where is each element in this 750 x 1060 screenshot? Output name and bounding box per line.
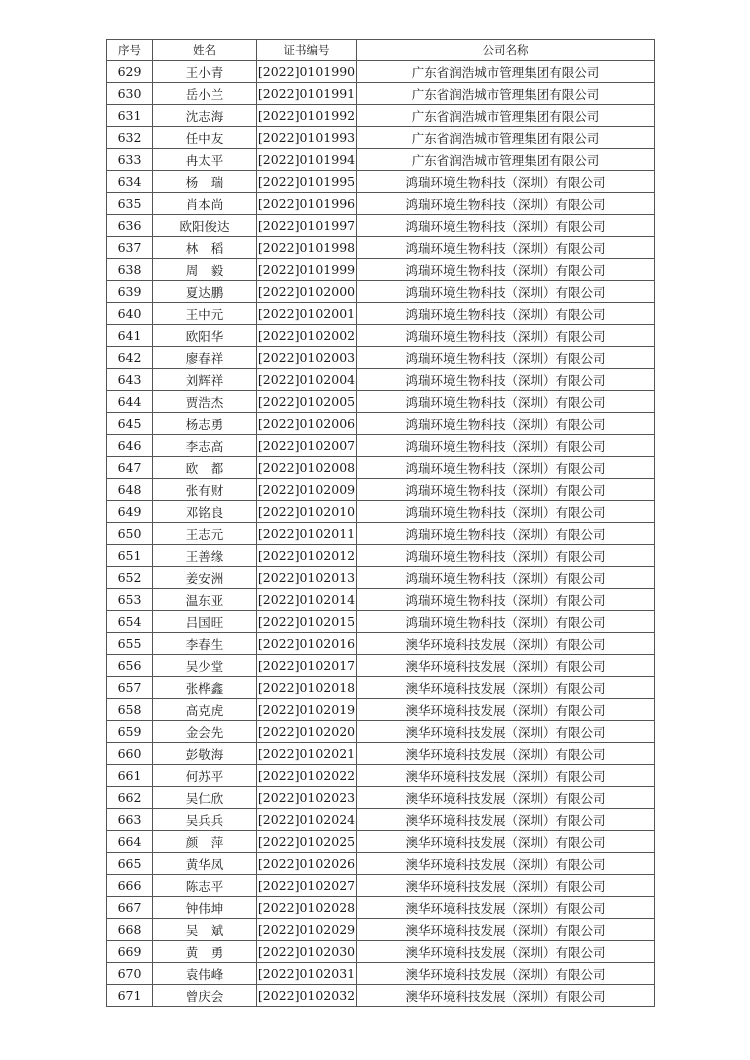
cell-cert: [2022]0102023 bbox=[257, 787, 357, 809]
cell-cert: [2022]0101993 bbox=[257, 127, 357, 149]
table-body bbox=[107, 61, 655, 1007]
cell-name: 欧 都 bbox=[153, 457, 257, 479]
table-row bbox=[107, 61, 655, 83]
cell-no: 643 bbox=[107, 369, 153, 391]
cell-company: 澳华环境科技发展（深圳）有限公司 bbox=[357, 655, 655, 677]
cell-company: 澳华环境科技发展（深圳）有限公司 bbox=[357, 787, 655, 809]
cell-no: 644 bbox=[107, 391, 153, 413]
cell-no: 658 bbox=[107, 699, 153, 721]
cell-no: 669 bbox=[107, 941, 153, 963]
table-row bbox=[107, 83, 655, 105]
table-row bbox=[107, 281, 655, 303]
cell-company: 澳华环境科技发展（深圳）有限公司 bbox=[357, 875, 655, 897]
cell-cert: [2022]0102012 bbox=[257, 545, 357, 567]
cell-company: 广东省润浩城市管理集团有限公司 bbox=[357, 127, 655, 149]
cell-name: 李志高 bbox=[153, 435, 257, 457]
cell-name: 王善缘 bbox=[153, 545, 257, 567]
table-row bbox=[107, 765, 655, 787]
cell-company: 澳华环境科技发展（深圳）有限公司 bbox=[357, 699, 655, 721]
cell-cert: [2022]0102013 bbox=[257, 567, 357, 589]
certificate-roster-table bbox=[106, 39, 655, 1007]
table-row bbox=[107, 743, 655, 765]
column-header-name: 姓名 bbox=[153, 40, 257, 61]
cell-cert: [2022]0102030 bbox=[257, 941, 357, 963]
table-row bbox=[107, 831, 655, 853]
cell-company: 鸿瑞环境生物科技（深圳）有限公司 bbox=[357, 391, 655, 413]
table-row bbox=[107, 171, 655, 193]
cell-company: 鸿瑞环境生物科技（深圳）有限公司 bbox=[357, 281, 655, 303]
cell-name: 沈志海 bbox=[153, 105, 257, 127]
cell-name: 夏达鹏 bbox=[153, 281, 257, 303]
cell-cert: [2022]0102026 bbox=[257, 853, 357, 875]
cell-company: 鸿瑞环境生物科技（深圳）有限公司 bbox=[357, 237, 655, 259]
cell-company: 鸿瑞环境生物科技（深圳）有限公司 bbox=[357, 369, 655, 391]
cell-name: 颜 萍 bbox=[153, 831, 257, 853]
table-row bbox=[107, 325, 655, 347]
cell-company: 澳华环境科技发展（深圳）有限公司 bbox=[357, 831, 655, 853]
cell-cert: [2022]0102007 bbox=[257, 435, 357, 457]
cell-no: 670 bbox=[107, 963, 153, 985]
cell-no: 634 bbox=[107, 171, 153, 193]
cell-cert: [2022]0102002 bbox=[257, 325, 357, 347]
cell-no: 661 bbox=[107, 765, 153, 787]
cell-no: 667 bbox=[107, 897, 153, 919]
cell-cert: [2022]0102024 bbox=[257, 809, 357, 831]
cell-no: 653 bbox=[107, 589, 153, 611]
cell-company: 鸿瑞环境生物科技（深圳）有限公司 bbox=[357, 435, 655, 457]
cell-name: 杨 瑞 bbox=[153, 171, 257, 193]
cell-company: 鸿瑞环境生物科技（深圳）有限公司 bbox=[357, 479, 655, 501]
cell-cert: [2022]0101998 bbox=[257, 237, 357, 259]
cell-cert: [2022]0101995 bbox=[257, 171, 357, 193]
cell-no: 629 bbox=[107, 61, 153, 83]
cell-no: 640 bbox=[107, 303, 153, 325]
cell-company: 鸿瑞环境生物科技（深圳）有限公司 bbox=[357, 347, 655, 369]
cell-name: 刘辉祥 bbox=[153, 369, 257, 391]
table-row bbox=[107, 391, 655, 413]
cell-cert: [2022]0101999 bbox=[257, 259, 357, 281]
table-row bbox=[107, 963, 655, 985]
cell-company: 澳华环境科技发展（深圳）有限公司 bbox=[357, 633, 655, 655]
cell-company: 鸿瑞环境生物科技（深圳）有限公司 bbox=[357, 567, 655, 589]
cell-cert: [2022]0102027 bbox=[257, 875, 357, 897]
table-row bbox=[107, 633, 655, 655]
cell-cert: [2022]0102016 bbox=[257, 633, 357, 655]
table-row bbox=[107, 435, 655, 457]
cell-cert: [2022]0101994 bbox=[257, 149, 357, 171]
cell-name: 廖春祥 bbox=[153, 347, 257, 369]
cell-cert: [2022]0102029 bbox=[257, 919, 357, 941]
cell-cert: [2022]0102017 bbox=[257, 655, 357, 677]
cell-company: 鸿瑞环境生物科技（深圳）有限公司 bbox=[357, 215, 655, 237]
table-row bbox=[107, 655, 655, 677]
cell-company: 澳华环境科技发展（深圳）有限公司 bbox=[357, 853, 655, 875]
cell-name: 高克虎 bbox=[153, 699, 257, 721]
cell-no: 635 bbox=[107, 193, 153, 215]
cell-no: 648 bbox=[107, 479, 153, 501]
cell-cert: [2022]0102021 bbox=[257, 743, 357, 765]
cell-cert: [2022]0101997 bbox=[257, 215, 357, 237]
cell-cert: [2022]0101991 bbox=[257, 83, 357, 105]
cell-name: 姜安洲 bbox=[153, 567, 257, 589]
cell-company: 澳华环境科技发展（深圳）有限公司 bbox=[357, 743, 655, 765]
cell-no: 639 bbox=[107, 281, 153, 303]
cell-no: 655 bbox=[107, 633, 153, 655]
cell-company: 鸿瑞环境生物科技（深圳）有限公司 bbox=[357, 303, 655, 325]
cell-cert: [2022]0102020 bbox=[257, 721, 357, 743]
table-row bbox=[107, 985, 655, 1007]
cell-no: 642 bbox=[107, 347, 153, 369]
cell-company: 广东省润浩城市管理集团有限公司 bbox=[357, 83, 655, 105]
cell-name: 林 稻 bbox=[153, 237, 257, 259]
cell-no: 630 bbox=[107, 83, 153, 105]
cell-name: 吴少堂 bbox=[153, 655, 257, 677]
table-header bbox=[107, 40, 655, 61]
cell-no: 647 bbox=[107, 457, 153, 479]
cell-cert: [2022]0102000 bbox=[257, 281, 357, 303]
cell-no: 665 bbox=[107, 853, 153, 875]
table-row bbox=[107, 127, 655, 149]
table-row bbox=[107, 787, 655, 809]
table-row bbox=[107, 105, 655, 127]
cell-name: 任中友 bbox=[153, 127, 257, 149]
column-header-cert: 证书编号 bbox=[257, 40, 357, 61]
cell-company: 澳华环境科技发展（深圳）有限公司 bbox=[357, 985, 655, 1007]
cell-no: 638 bbox=[107, 259, 153, 281]
table-row bbox=[107, 259, 655, 281]
table-row bbox=[107, 303, 655, 325]
table-row bbox=[107, 479, 655, 501]
cell-cert: [2022]0102004 bbox=[257, 369, 357, 391]
table-row bbox=[107, 193, 655, 215]
table-row bbox=[107, 721, 655, 743]
cell-name: 肖本尚 bbox=[153, 193, 257, 215]
cell-no: 649 bbox=[107, 501, 153, 523]
cell-name: 周 毅 bbox=[153, 259, 257, 281]
cell-company: 鸿瑞环境生物科技（深圳）有限公司 bbox=[357, 523, 655, 545]
cell-company: 鸿瑞环境生物科技（深圳）有限公司 bbox=[357, 457, 655, 479]
cell-name: 张桦鑫 bbox=[153, 677, 257, 699]
table-row bbox=[107, 237, 655, 259]
cell-name: 钟伟坤 bbox=[153, 897, 257, 919]
cell-name: 欧阳华 bbox=[153, 325, 257, 347]
cell-cert: [2022]0102025 bbox=[257, 831, 357, 853]
table-row bbox=[107, 215, 655, 237]
table-row bbox=[107, 589, 655, 611]
cell-name: 贾浩杰 bbox=[153, 391, 257, 413]
cell-company: 广东省润浩城市管理集团有限公司 bbox=[357, 105, 655, 127]
cell-company: 广东省润浩城市管理集团有限公司 bbox=[357, 149, 655, 171]
cell-name: 彭敬海 bbox=[153, 743, 257, 765]
cell-no: 650 bbox=[107, 523, 153, 545]
cell-cert: [2022]0101996 bbox=[257, 193, 357, 215]
cell-cert: [2022]0102008 bbox=[257, 457, 357, 479]
cell-cert: [2022]0101990 bbox=[257, 61, 357, 83]
cell-company: 澳华环境科技发展（深圳）有限公司 bbox=[357, 963, 655, 985]
cell-cert: [2022]0102019 bbox=[257, 699, 357, 721]
cell-name: 黄 勇 bbox=[153, 941, 257, 963]
cell-no: 663 bbox=[107, 809, 153, 831]
cell-no: 645 bbox=[107, 413, 153, 435]
table-row bbox=[107, 413, 655, 435]
cell-company: 澳华环境科技发展（深圳）有限公司 bbox=[357, 919, 655, 941]
table-row bbox=[107, 919, 655, 941]
column-header-company: 公司名称 bbox=[357, 40, 655, 61]
cell-company: 广东省润浩城市管理集团有限公司 bbox=[357, 61, 655, 83]
cell-name: 曾庆会 bbox=[153, 985, 257, 1007]
cell-name: 王中元 bbox=[153, 303, 257, 325]
cell-company: 澳华环境科技发展（深圳）有限公司 bbox=[357, 721, 655, 743]
cell-name: 欧阳俊达 bbox=[153, 215, 257, 237]
cell-no: 656 bbox=[107, 655, 153, 677]
cell-cert: [2022]0102005 bbox=[257, 391, 357, 413]
table-row bbox=[107, 853, 655, 875]
cell-no: 646 bbox=[107, 435, 153, 457]
cell-company: 澳华环境科技发展（深圳）有限公司 bbox=[357, 941, 655, 963]
cell-name: 冉太平 bbox=[153, 149, 257, 171]
cell-cert: [2022]0102011 bbox=[257, 523, 357, 545]
cell-no: 659 bbox=[107, 721, 153, 743]
cell-name: 何苏平 bbox=[153, 765, 257, 787]
table-row bbox=[107, 369, 655, 391]
table-row bbox=[107, 501, 655, 523]
table-row bbox=[107, 149, 655, 171]
cell-no: 637 bbox=[107, 237, 153, 259]
cell-cert: [2022]0101992 bbox=[257, 105, 357, 127]
table-row bbox=[107, 567, 655, 589]
cell-no: 654 bbox=[107, 611, 153, 633]
cell-company: 鸿瑞环境生物科技（深圳）有限公司 bbox=[357, 193, 655, 215]
cell-name: 袁伟峰 bbox=[153, 963, 257, 985]
table-row bbox=[107, 875, 655, 897]
cell-company: 澳华环境科技发展（深圳）有限公司 bbox=[357, 677, 655, 699]
cell-company: 鸿瑞环境生物科技（深圳）有限公司 bbox=[357, 611, 655, 633]
cell-name: 吴仁欣 bbox=[153, 787, 257, 809]
cell-cert: [2022]0102010 bbox=[257, 501, 357, 523]
cell-cert: [2022]0102015 bbox=[257, 611, 357, 633]
cell-cert: [2022]0102009 bbox=[257, 479, 357, 501]
cell-name: 陈志平 bbox=[153, 875, 257, 897]
cell-no: 662 bbox=[107, 787, 153, 809]
cell-cert: [2022]0102028 bbox=[257, 897, 357, 919]
cell-no: 664 bbox=[107, 831, 153, 853]
table-row bbox=[107, 545, 655, 567]
cell-no: 657 bbox=[107, 677, 153, 699]
cell-company: 鸿瑞环境生物科技（深圳）有限公司 bbox=[357, 171, 655, 193]
cell-cert: [2022]0102018 bbox=[257, 677, 357, 699]
cell-company: 鸿瑞环境生物科技（深圳）有限公司 bbox=[357, 259, 655, 281]
table-row bbox=[107, 523, 655, 545]
cell-company: 鸿瑞环境生物科技（深圳）有限公司 bbox=[357, 325, 655, 347]
table-row bbox=[107, 347, 655, 369]
cell-cert: [2022]0102022 bbox=[257, 765, 357, 787]
cell-no: 652 bbox=[107, 567, 153, 589]
cell-no: 631 bbox=[107, 105, 153, 127]
cell-no: 671 bbox=[107, 985, 153, 1007]
cell-cert: [2022]0102032 bbox=[257, 985, 357, 1007]
table-row bbox=[107, 897, 655, 919]
header-row bbox=[107, 40, 655, 61]
cell-no: 636 bbox=[107, 215, 153, 237]
cell-company: 鸿瑞环境生物科技（深圳）有限公司 bbox=[357, 413, 655, 435]
cell-name: 温东亚 bbox=[153, 589, 257, 611]
cell-cert: [2022]0102006 bbox=[257, 413, 357, 435]
table-row bbox=[107, 677, 655, 699]
cell-cert: [2022]0102003 bbox=[257, 347, 357, 369]
cell-company: 鸿瑞环境生物科技（深圳）有限公司 bbox=[357, 545, 655, 567]
cell-cert: [2022]0102001 bbox=[257, 303, 357, 325]
cell-company: 鸿瑞环境生物科技（深圳）有限公司 bbox=[357, 501, 655, 523]
cell-company: 鸿瑞环境生物科技（深圳）有限公司 bbox=[357, 589, 655, 611]
cell-no: 668 bbox=[107, 919, 153, 941]
cell-company: 澳华环境科技发展（深圳）有限公司 bbox=[357, 809, 655, 831]
cell-no: 660 bbox=[107, 743, 153, 765]
cell-name: 吴 斌 bbox=[153, 919, 257, 941]
cell-cert: [2022]0102031 bbox=[257, 963, 357, 985]
cell-company: 澳华环境科技发展（深圳）有限公司 bbox=[357, 897, 655, 919]
table-row bbox=[107, 611, 655, 633]
cell-name: 李春生 bbox=[153, 633, 257, 655]
cell-no: 666 bbox=[107, 875, 153, 897]
table-row bbox=[107, 941, 655, 963]
cell-name: 张有财 bbox=[153, 479, 257, 501]
cell-no: 641 bbox=[107, 325, 153, 347]
cell-cert: [2022]0102014 bbox=[257, 589, 357, 611]
cell-company: 澳华环境科技发展（深圳）有限公司 bbox=[357, 765, 655, 787]
cell-name: 邓铭良 bbox=[153, 501, 257, 523]
cell-name: 吕国旺 bbox=[153, 611, 257, 633]
cell-name: 王小青 bbox=[153, 61, 257, 83]
cell-no: 651 bbox=[107, 545, 153, 567]
column-header-no: 序号 bbox=[107, 40, 153, 61]
cell-name: 吴兵兵 bbox=[153, 809, 257, 831]
cell-name: 王志元 bbox=[153, 523, 257, 545]
table-row bbox=[107, 809, 655, 831]
cell-name: 岳小兰 bbox=[153, 83, 257, 105]
cell-no: 632 bbox=[107, 127, 153, 149]
cell-name: 杨志勇 bbox=[153, 413, 257, 435]
cell-name: 金会先 bbox=[153, 721, 257, 743]
cell-name: 黄华凤 bbox=[153, 853, 257, 875]
table-row bbox=[107, 699, 655, 721]
cell-no: 633 bbox=[107, 149, 153, 171]
table-row bbox=[107, 457, 655, 479]
